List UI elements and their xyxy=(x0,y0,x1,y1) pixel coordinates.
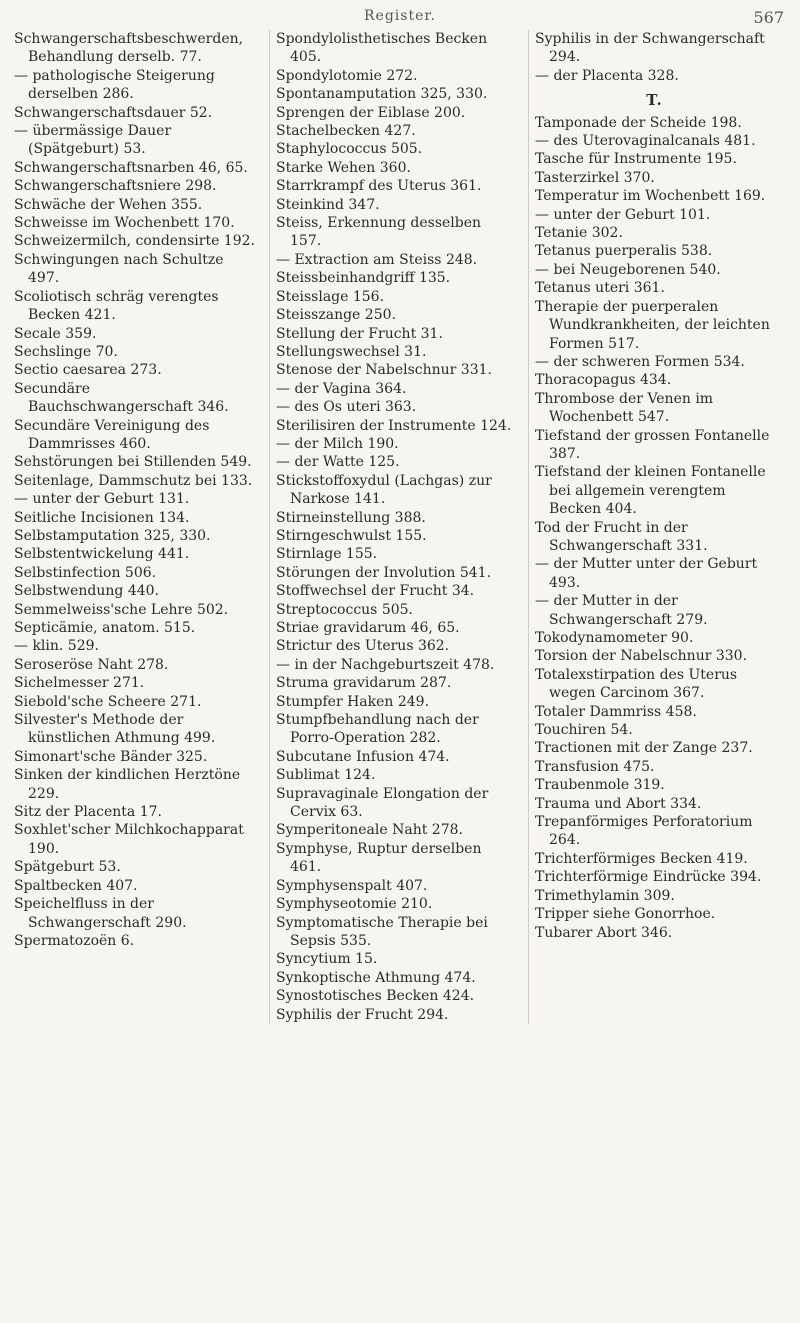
index-entry: Speichelfluss in der Schwangerschaft 290. xyxy=(14,896,187,931)
page-number: 567 xyxy=(753,8,784,27)
index-entry: Septicämie, anatom. 515. xyxy=(14,620,196,636)
index-entry: Stumpfbehandlung nach der Porro-Operation 282. xyxy=(276,712,479,747)
index-entry: Stachelbecken 427. xyxy=(276,123,416,140)
index-column-2 xyxy=(269,30,521,1024)
index-entry: Syphilis in der Schwangerschaft 294. xyxy=(535,31,765,66)
index-entry: — des Uterovaginalcanals 481. xyxy=(535,133,756,150)
index-entry: — der Vagina 364. xyxy=(276,380,407,397)
index-entry: Schwangerschaftsbeschwerden, Behandlung derselb. 77. xyxy=(14,31,244,66)
index-entry: Trauma und Abort 334. xyxy=(535,795,702,812)
index-entry: Symperitoneale Naht 278. xyxy=(276,822,463,839)
index-entry: Subcutane Infusion 474. xyxy=(276,748,450,765)
index-entry: Tripper siehe Gonorrhoe. xyxy=(535,906,716,923)
index-entry: — unter der Geburt 101. xyxy=(535,206,711,223)
index-entry: Therapie der puerperalen Wundkrankheiten, der leichten Formen 517. xyxy=(535,298,770,352)
index-entry: Schwingungen nach Schultze 497. xyxy=(14,251,224,287)
index-column-1 xyxy=(10,30,262,1024)
index-entry: Secundäre Vereinigung des Dammrisses 460. xyxy=(14,417,210,452)
index-entry: Secundäre Bauchschwangerschaft 346. xyxy=(14,380,229,416)
index-entry: Selbstentwickelung 441. xyxy=(14,546,190,563)
index-entry: Tiefstand der kleinen Fontanelle bei allgemein verengtem Becken 404. xyxy=(535,464,766,518)
index-entry: Symphysenspalt 407. xyxy=(276,877,428,894)
index-entry: Schwangerschaftsniere 298. xyxy=(14,178,217,195)
index-entry: Tasche für Instrumente 195. xyxy=(535,151,737,168)
index-entry: — der Mutter in der Schwangerschaft 279. xyxy=(535,593,708,628)
index-entry: — in der Nachgeburtszeit 478. xyxy=(276,656,495,673)
index-entry: — bei Neugeborenen 540. xyxy=(535,261,721,278)
index-entry: Traubenmole 319. xyxy=(535,777,665,794)
index-entry: Steiss, Erkennung desselben 157. xyxy=(276,215,482,250)
index-entry: Tamponade der Scheide 198. xyxy=(535,114,742,131)
index-entry: Sterilisiren der Instrumente 124. xyxy=(276,417,512,434)
index-entry: Tokodynamometer 90. xyxy=(535,630,694,646)
index-entry: Semmelweiss'sche Lehre 502. xyxy=(14,601,229,618)
index-entry: Selbstwendung 440. xyxy=(14,583,159,600)
index-entry: Stirngeschwulst 155. xyxy=(276,527,427,544)
index-entry: Tetanie 302. xyxy=(535,225,623,242)
index-entry: — Extraction am Steiss 248. xyxy=(276,251,478,268)
index-entry: Streptococcus 505. xyxy=(276,601,413,618)
index-entry: Synostotisches Becken 424. xyxy=(276,988,475,1005)
index-entry: Selbstamputation 325, 330. xyxy=(14,527,211,544)
index-entry: Steisslage 156. xyxy=(276,288,385,305)
index-entry: Torsion der Nabelschnur 330. xyxy=(535,648,748,665)
index-entry: Stoffwechsel der Frucht 34. xyxy=(276,583,475,600)
index-entry: Stirnlage 155. xyxy=(276,546,378,563)
index-entry: Tetanus puerperalis 538. xyxy=(535,243,713,260)
index-entry: Tod der Frucht in der Schwangerschaft 331. xyxy=(535,519,708,554)
index-entry: Sitz der Placenta 17. xyxy=(14,804,162,821)
index-entry: Sectio caesarea 273. xyxy=(14,362,162,379)
index-entry: Steisszange 250. xyxy=(276,307,396,324)
index-column-3-entries xyxy=(535,114,774,942)
index-entry: Strictur des Uterus 362. xyxy=(276,638,450,655)
index-entry: Simonart'sche Bänder 325. xyxy=(14,748,208,765)
index-column-3-continuation xyxy=(535,30,774,85)
index-entry: Spondylotomie 272. xyxy=(276,67,418,84)
index-entry: Schweisse im Wochenbett 170. xyxy=(14,215,235,232)
index-entry: Seroseröse Naht 278. xyxy=(14,656,169,673)
index-entry: Symphyse, Ruptur derselben 461. xyxy=(276,840,482,876)
letter-heading: T. xyxy=(646,91,663,110)
index-entry: Trichterförmiges Becken 419. xyxy=(535,850,748,867)
index-entry: Synkoptische Athmung 474. xyxy=(276,969,476,986)
index-entry: Sechslinge 70. xyxy=(14,343,118,360)
index-entry: Touchiren 54. xyxy=(535,722,633,739)
index-entry: Spondylolisthetisches Becken 405. xyxy=(276,31,488,66)
index-entry: Staphylococcus 505. xyxy=(276,141,423,158)
index-entry: Scoliotisch schräg verengtes Becken 421. xyxy=(14,288,219,324)
index-entry: Schwangerschaftsnarben 46, 65. xyxy=(14,159,248,176)
index-entry: Spaltbecken 407. xyxy=(14,877,138,894)
index-entry: Syphilis der Frucht 294. xyxy=(276,1006,449,1023)
index-entry: Tiefstand der grossen Fontanelle 387. xyxy=(535,427,770,462)
index-entry: Schwäche der Wehen 355. xyxy=(14,196,203,213)
index-entry: — der schweren Formen 534. xyxy=(535,353,745,370)
index-entry: Spermatozoën 6. xyxy=(14,932,135,949)
running-head xyxy=(0,8,800,28)
index-entry: — der Watte 125. xyxy=(276,454,400,471)
index-entry: Spätgeburt 53. xyxy=(14,859,121,876)
index-entry: Stenose der Nabelschnur 331. xyxy=(276,362,492,379)
index-entry: Seitliche Incisionen 134. xyxy=(14,509,190,526)
index-entry: Stickstoffoxydul (Lachgas) zur Narkose 141. xyxy=(276,472,492,508)
index-entry: Selbstinfection 506. xyxy=(14,564,157,581)
index-entry: — übermässige Dauer (Spätgeburt) 53. xyxy=(14,123,172,158)
index-entry: Schwangerschaftsdauer 52. xyxy=(14,104,213,121)
index-entry: Stumpfer Haken 249. xyxy=(276,693,430,710)
index-entry: Tubarer Abort 346. xyxy=(535,924,673,941)
index-entry: Thoracopagus 434. xyxy=(535,372,672,389)
index-entry: — unter der Geburt 131. xyxy=(14,491,190,508)
index-entry: Sublimat 124. xyxy=(276,767,376,784)
index-entry: Temperatur im Wochenbett 169. xyxy=(535,188,766,205)
index-entry: Siebold'sche Scheere 271. xyxy=(14,693,202,710)
index-entry: — der Milch 190. xyxy=(276,435,399,452)
index-entry: Trepanförmiges Perforatorium 264. xyxy=(535,814,753,849)
index-entry: Spontanamputation 325, 330. xyxy=(276,86,488,103)
index-entry: Tasterzirkel 370. xyxy=(535,169,655,186)
index-entry: Stellung der Frucht 31. xyxy=(276,325,443,342)
index-entry: Stirneinstellung 388. xyxy=(276,509,426,526)
index-entry: Thrombose der Venen im Wochenbett 547. xyxy=(535,390,714,426)
index-entry: Sinken der kindlichen Herztöne 229. xyxy=(14,767,241,802)
index-entry: Stellungswechsel 31. xyxy=(276,343,427,360)
index-entry: — der Placenta 328. xyxy=(535,67,679,84)
index-entry: — klin. 529. xyxy=(14,638,99,655)
index-entry: Starrkrampf des Uterus 361. xyxy=(276,178,482,195)
index-entry: Tetanus uteri 361. xyxy=(535,280,665,297)
index-entry: Silvester's Methode der künstlichen Athmung 499. xyxy=(14,712,216,747)
index-entry: Trichterförmige Eindrücke 394. xyxy=(535,869,762,886)
index-entry: Seitenlage, Dammschutz bei 133. xyxy=(14,472,253,489)
index-entry: Secale 359. xyxy=(14,325,97,342)
index-entry: Syncytium 15. xyxy=(276,951,378,968)
index-entry: Totalexstirpation des Uterus wegen Carcinom 367. xyxy=(535,666,738,702)
index-entry: Steissbeinhandgriff 135. xyxy=(276,270,451,287)
index-entry: Transfusion 475. xyxy=(535,758,655,775)
index-entry: Supravaginale Elongation der Cervix 63. xyxy=(276,785,489,821)
index-entry: Trimethylamin 309. xyxy=(535,887,675,904)
index-entry: Sprengen der Eiblase 200. xyxy=(276,104,466,121)
index-entry: Starke Wehen 360. xyxy=(276,159,411,176)
index-entry: Steinkind 347. xyxy=(276,196,380,213)
index-entry: Tractionen mit der Zange 237. xyxy=(535,740,753,757)
index-entry: — pathologische Steigerung derselben 286. xyxy=(14,67,215,103)
index-entry: Sichelmesser 271. xyxy=(14,675,145,692)
index-entry: — des Os uteri 363. xyxy=(276,399,417,416)
index-entry: — der Mutter unter der Geburt 493. xyxy=(535,556,758,591)
index-entry: Symptomatische Therapie bei Sepsis 535. xyxy=(276,914,488,949)
index-entry: Sehstörungen bei Stillenden 549. xyxy=(14,454,252,471)
index-entry: Totaler Dammriss 458. xyxy=(535,703,697,720)
index-entry: Soxhlet'scher Milchkochapparat 190. xyxy=(14,822,244,857)
index-entry: Schweizermilch, condensirte 192. xyxy=(14,233,255,250)
index-entry: Symphyseotomie 210. xyxy=(276,896,433,913)
running-head-title: Register. xyxy=(364,8,436,24)
index-columns xyxy=(10,30,792,1024)
index-entry: Störungen der Involution 541. xyxy=(276,564,492,581)
index-entry: Striae gravidarum 46, 65. xyxy=(276,620,460,636)
index-column-3 xyxy=(528,30,780,1024)
index-entry: Struma gravidarum 287. xyxy=(276,675,452,692)
